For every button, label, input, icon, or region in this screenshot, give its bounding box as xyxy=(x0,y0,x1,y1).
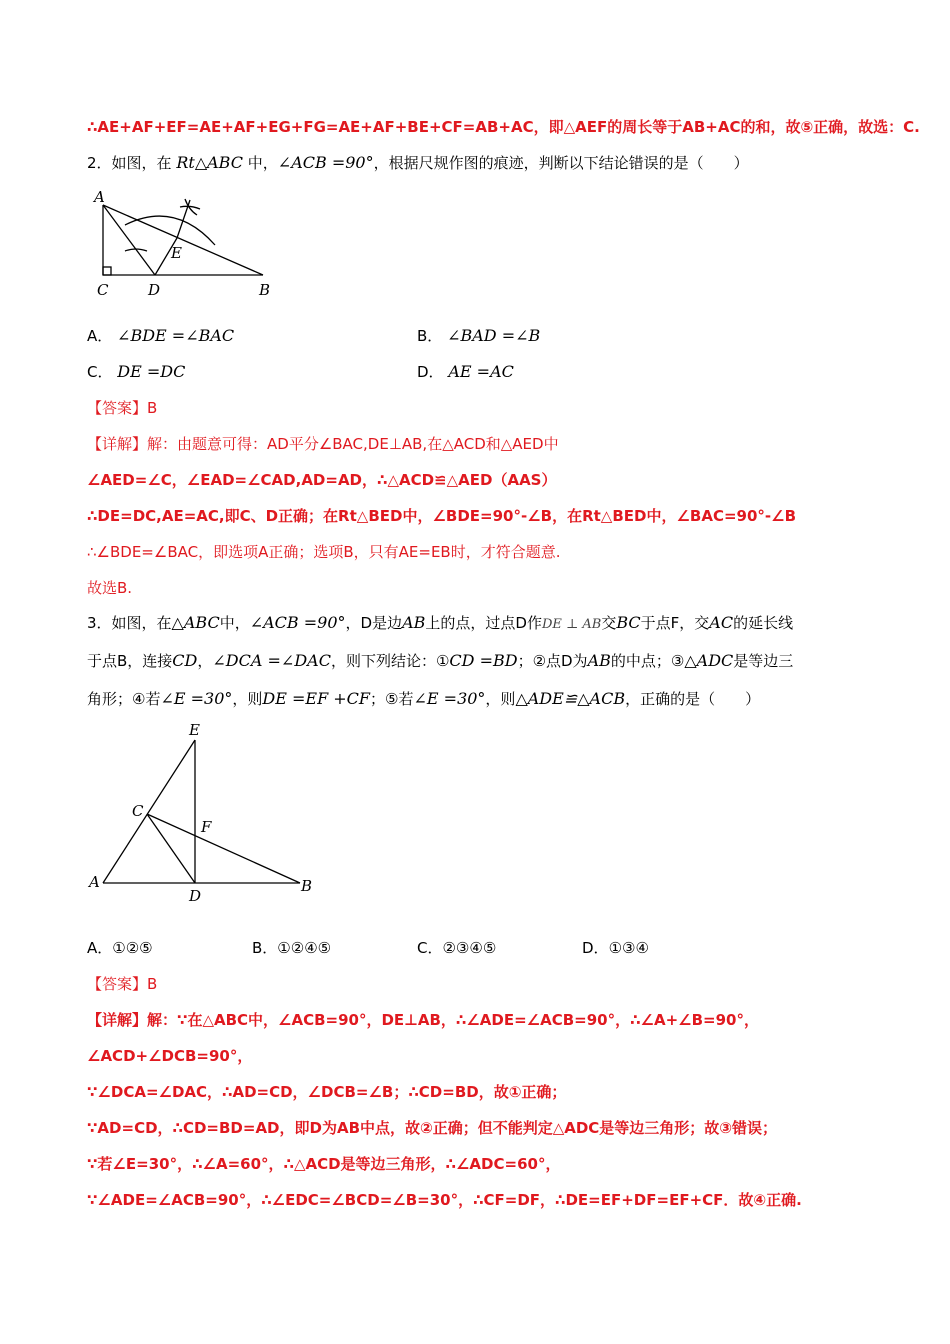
q2-option-a xyxy=(87,325,234,347)
q2-option-c-expr: DE =DC xyxy=(117,362,186,381)
q3-s3-0: 角形；④若 xyxy=(87,690,161,708)
q3-s1-12: 的延长线 xyxy=(733,614,794,632)
q2-stem-b: 中， xyxy=(247,154,278,172)
q2-option-d-expr: AE =AC xyxy=(448,362,514,381)
q2-detail-line-4: ∴∠BDE=∠BAC，即选项A正确；选项B，只有AE=EB时，才符合题意. xyxy=(87,543,561,561)
q3-s2-10: 是等边三 xyxy=(733,652,794,670)
q3-s1-0: 3．如图，在 xyxy=(87,614,172,632)
q3-s1-10: 于点F，交 xyxy=(640,614,710,632)
q2-option-a-expr: ∠BDE =∠BAC xyxy=(117,326,235,345)
q3-s1-5: AB xyxy=(402,613,426,632)
q3-detail-line-1: 【详解】解：∵在△ABC中，∠ACB=90°，DE⊥AB，∴∠ADE=∠ACB=90°，∴∠A+∠B=90°， xyxy=(87,1011,759,1029)
q2-angle: ∠ACB =90° xyxy=(277,153,374,172)
q3-label-F: F xyxy=(201,818,212,836)
q3-option-c xyxy=(417,937,496,959)
q3-label-D: D xyxy=(189,887,202,905)
q3-s3-4: ；⑤若 xyxy=(370,690,414,708)
q3-s3-8: ，正确的是（ ） xyxy=(625,690,761,708)
q3-option-d xyxy=(582,937,649,959)
q3-stem-line-2 xyxy=(87,650,793,672)
q3-s2-4: ，则下列结论：① xyxy=(330,652,450,670)
q2-stem xyxy=(87,152,749,174)
previous-conclusion: ∴AE+AF+EF=AE+AF+EG+FG=AE+AF+BE+CF=AB+AC，即△AEF的周长等于AB+AC的和，故⑤正确，故选：C. xyxy=(87,118,920,136)
q3-s3-6: ，则 xyxy=(485,690,516,708)
q3-detail-line-2: ∠ACD+∠DCB=90°， xyxy=(87,1047,253,1065)
q3-s1-1: △ABC xyxy=(171,613,220,632)
q3-s2-5: CD =BD xyxy=(449,651,518,670)
q3-figure xyxy=(85,718,325,908)
q3-s2-0: 于点B，连接 xyxy=(87,652,173,670)
q3-s2-9: △ADC xyxy=(684,651,734,670)
q3-detail-line-3: ∵∠DCA=∠DAC，∴AD=CD，∠DCB=∠B；∴CD=BD，故①正确； xyxy=(87,1083,567,1101)
q3-s2-8: 的中点；③ xyxy=(610,652,685,670)
q2-option-a-letter: A． xyxy=(87,327,113,345)
q3-label-E: E xyxy=(189,721,200,739)
q2-number: 2． xyxy=(87,154,112,172)
q3-option-b-letter: B． xyxy=(252,939,278,957)
q2-label-D: D xyxy=(148,281,161,299)
q3-label-C: C xyxy=(132,802,144,820)
q2-label-A: A xyxy=(94,188,105,206)
q3-s1-11: AC xyxy=(709,613,734,632)
q3-s2-6: ；②点D为 xyxy=(517,652,588,670)
q2-figure xyxy=(85,185,285,305)
q3-s1-3: ∠ACB =90° xyxy=(249,613,346,632)
q3-answer: 【答案】B xyxy=(87,975,158,993)
q3-s3-2: ，则 xyxy=(232,690,263,708)
q3-option-d-text: ①③④ xyxy=(608,939,649,957)
q3-detail-line-4: ∵AD=CD，∴CD=BD=AD，即D为AB中点，故②正确；但不能判定△ADC是等边三角形；故③错误； xyxy=(87,1119,778,1137)
q3-detail-line-6: ∵∠ADE=∠ACB=90°，∴∠EDC=∠BCD=∠B=30°，∴CF=DF，∴DE=EF+DF=EF+CF．故④正确. xyxy=(87,1191,802,1209)
q3-s2-3: ∠DCA =∠DAC xyxy=(212,651,331,670)
q3-detail-line-5: ∵若∠E=30°，∴∠A=60°，∴△ACD是等边三角形，∴∠ADC=60°， xyxy=(87,1155,561,1173)
q3-option-c-letter: C． xyxy=(417,939,443,957)
q3-option-d-letter: D． xyxy=(582,939,609,957)
q3-option-a-letter: A． xyxy=(87,939,113,957)
q3-stem-line-1 xyxy=(87,612,793,636)
q2-detail-line-3: ∴DE=DC,AE=AC,即C、D正确；在Rt△BED中，∠BDE=90°-∠B，在Rt△BED中，∠BAC=90°-∠B xyxy=(87,507,797,525)
q3-option-a-text: ①②⑤ xyxy=(112,939,153,957)
q3-s3-7: △ADE≌△ACB xyxy=(515,689,626,708)
q3-s3-5: ∠E =30° xyxy=(413,689,486,708)
q2-option-b-letter: B． xyxy=(417,327,443,345)
q2-stem-a: 如图，在 xyxy=(111,154,172,172)
q2-answer: 【答案】B xyxy=(87,399,158,417)
q3-s2-2: ， xyxy=(197,652,213,670)
q3-s1-9: BC xyxy=(616,613,641,632)
q3-s2-1: CD xyxy=(172,651,198,670)
q2-option-c xyxy=(87,361,185,383)
q3-option-b xyxy=(252,937,331,959)
q3-s1-7: DE ⊥ AB xyxy=(541,617,602,632)
q3-option-b-text: ①②④⑤ xyxy=(277,939,332,957)
q2-detail-line-5: 故选B. xyxy=(87,579,133,597)
q2-detail-line-2: ∠AED=∠C，∠EAD=∠CAD,AD=AD，∴△ACD≌△AED（AAS） xyxy=(87,471,557,489)
q2-option-b xyxy=(417,325,540,347)
q3-option-a xyxy=(87,937,153,959)
q3-s1-6: 上的点，过点D作 xyxy=(425,614,542,632)
q2-stem-c: ，根据尺规作图的痕迹，判断以下结论错误的是（ ） xyxy=(373,154,749,172)
q2-option-b-expr: ∠BAD =∠B xyxy=(447,326,541,345)
q3-s1-8: 交 xyxy=(601,614,617,632)
q3-s1-2: 中， xyxy=(219,614,250,632)
q2-rt-triangle: Rt△ABC xyxy=(176,153,243,172)
q3-label-B: B xyxy=(301,877,313,895)
q3-option-c-text: ②③④⑤ xyxy=(442,939,497,957)
q2-label-E: E xyxy=(171,244,182,262)
q2-label-C: C xyxy=(97,281,109,299)
q3-stem-line-3 xyxy=(87,688,760,710)
q2-detail-line-1: 【详解】解：由题意可得：AD平分∠BAC,DE⊥AB,在△ACD和△AED中 xyxy=(87,435,559,453)
q3-label-A: A xyxy=(89,873,100,891)
q3-s1-4: ，D是边 xyxy=(345,614,403,632)
q2-option-c-letter: C． xyxy=(87,363,113,381)
q3-s3-1: ∠E =30° xyxy=(160,689,233,708)
q2-option-d-letter: D． xyxy=(417,363,444,381)
q3-s2-7: AB xyxy=(587,651,611,670)
q2-option-d xyxy=(417,361,514,383)
q2-label-B: B xyxy=(259,281,271,299)
q3-s3-3: DE =EF +CF xyxy=(262,689,371,708)
